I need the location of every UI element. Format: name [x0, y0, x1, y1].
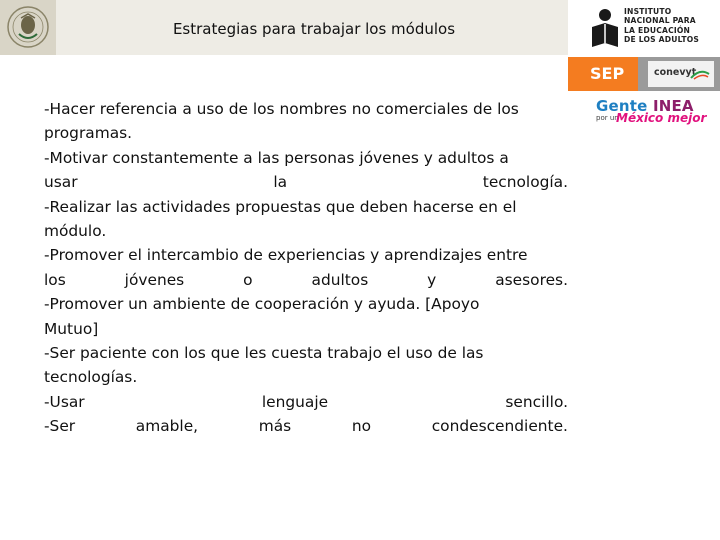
word: o	[243, 270, 253, 289]
gente-por-un: por un	[596, 114, 619, 122]
word: -Ser	[44, 417, 76, 436]
text-line: -Realizar las actividades propuestas que deben hacerse en el	[44, 197, 517, 216]
text-line: tecnologías.	[44, 368, 138, 387]
word: sencillo.	[505, 392, 568, 411]
conevyt-logo-box	[648, 61, 714, 87]
mexico-seal-icon	[6, 4, 50, 50]
text-line-justified	[44, 390, 568, 414]
sep-logo-box	[568, 57, 638, 91]
gente-inea-logo	[596, 97, 716, 131]
text-line: -Ser paciente con los que les cuesta trabajo el uso de las	[44, 343, 484, 362]
word: -Usar	[44, 392, 85, 411]
word: amable,	[135, 417, 199, 436]
word: usar	[44, 173, 78, 192]
inea-line: NACIONAL PARA	[624, 16, 696, 26]
strategies-text	[44, 97, 568, 438]
inea-line: INSTITUTO	[624, 7, 672, 16]
word: más	[258, 417, 292, 436]
text-line: -Promover un ambiente de cooperación y ayuda. [Apoyo	[44, 295, 480, 314]
text-line: programas.	[44, 124, 133, 143]
text-line: módulo.	[44, 221, 107, 240]
word: los	[44, 270, 66, 289]
reader-icon	[590, 7, 620, 49]
word: la	[273, 173, 288, 192]
slide-title: Estrategias para trabajar los módulos	[172, 20, 456, 38]
word: no	[351, 417, 372, 436]
word: tecnología.	[482, 173, 568, 192]
inea-line: DE LOS ADULTOS	[624, 35, 700, 45]
word: lenguaje	[261, 392, 329, 411]
word: y	[427, 270, 437, 289]
inea-line: LA EDUCACIÓN	[624, 25, 691, 35]
swoosh-icon	[690, 70, 710, 80]
gente-word: Gente	[596, 97, 648, 115]
text-line: -Motivar constantemente a las personas jóvenes y adultos a	[44, 148, 509, 167]
word: condescendiente.	[431, 417, 568, 436]
text-line-justified	[44, 268, 568, 292]
text-line: -Hacer referencia a uso de los nombres no comerciales de los	[44, 100, 519, 118]
conevyt-logo: conevyt	[654, 67, 697, 78]
text-line: Mutuo]	[44, 319, 99, 338]
text-line-justified	[44, 414, 568, 438]
gente-mexico-mejor: México mejor	[616, 111, 707, 125]
inea-wordmark	[624, 7, 699, 45]
inea-logo	[590, 3, 720, 55]
mexico-seal-box	[0, 0, 56, 55]
text-line: -Promover el intercambio de experiencias y aprendizajes entre	[44, 246, 528, 265]
text-line-justified	[44, 170, 568, 194]
word: asesores.	[495, 270, 568, 289]
gente-inea-word: INEA	[652, 97, 694, 115]
header-band	[0, 0, 568, 55]
word: jóvenes	[124, 270, 185, 289]
sep-logo: SEP	[590, 64, 625, 83]
word: adultos	[311, 270, 369, 289]
sep-conevyt-bar	[568, 57, 720, 91]
